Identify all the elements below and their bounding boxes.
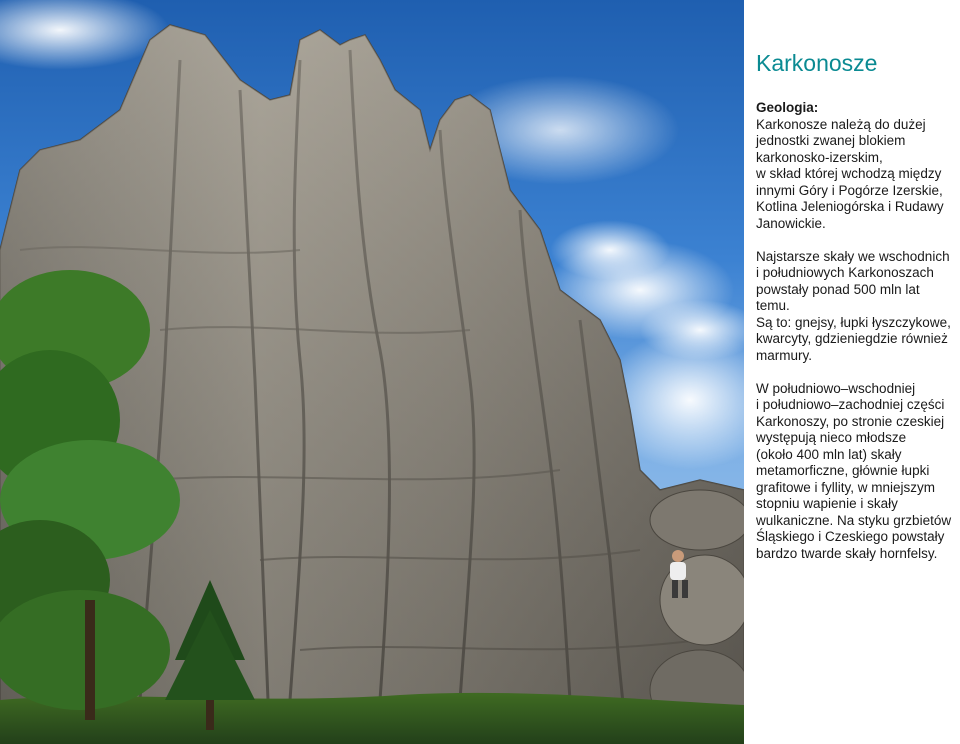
paragraph-geology-intro: Karkonosze należą do dużej jednostki zwanej blokiem karkonosko-izerskim, w skład której wchodzą między innymi Góry i Pogórze Izerskie, Kotlina Jeleniogórska i Rudawy Janowickie. xyxy=(756,116,944,231)
page-title: Karkonosze xyxy=(756,50,878,76)
paragraph-oldest-rocks: Najstarsze skały we wschodnich i południowych Karkonoszach powstały ponad 500 mln lat temu. Są to: gnejsy, łupki łyszczykowe, kwarcyty, gdzieniegdzie również marmury. xyxy=(756,248,951,363)
paragraph-younger-rocks: W południowo–wschodniej i południowo–zachodniej części Karkonoszy, po stronie czeskiej występują nieco młodsze (około 400 mln lat) skały metamorficzne, głównie łupki grafitowe i fyllity, w mniejszym stopniu wapienie i skały wulkaniczne. Na styku grzbietów Śląskiego i Czeskiego powstały bardzo twarde skały hornfelsy. xyxy=(756,380,952,561)
boulders xyxy=(650,490,744,730)
article-text-column xyxy=(756,48,956,579)
section-heading-geology: Geologia: xyxy=(756,100,819,115)
